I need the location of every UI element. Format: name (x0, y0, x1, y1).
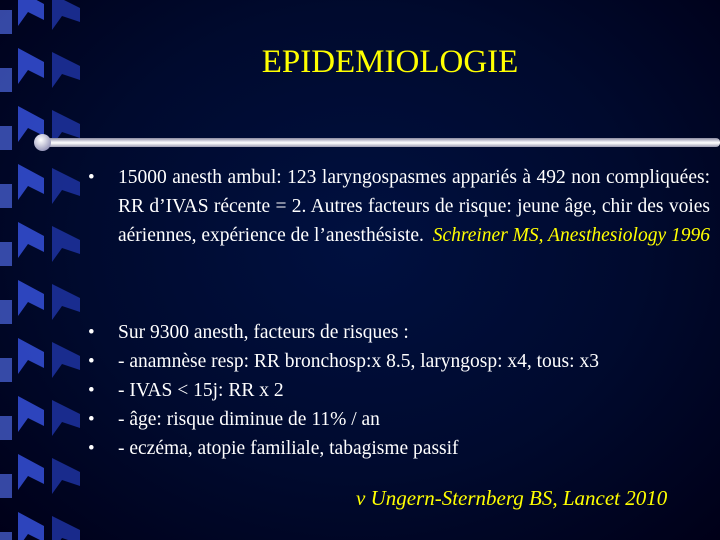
chevron-shape (52, 342, 80, 378)
chevron-shape (52, 400, 80, 436)
bullet-text: Sur 9300 anesth, facteurs de risques : (118, 322, 409, 343)
divider-end-ball (34, 134, 51, 151)
bullet-block-1 (88, 163, 710, 250)
bullet-glyph: • (88, 380, 95, 401)
bullet-glyph: • (88, 322, 95, 343)
citation-schreiner: Schreiner MS, Anesthesiology 1996 (432, 225, 710, 246)
chevron-shape (18, 164, 44, 200)
bullet-text: - âge: risque diminue de 11% / an (118, 409, 380, 430)
edge-stripe (0, 474, 12, 498)
bullet-block-2 (88, 318, 710, 463)
chevron-shape (52, 168, 80, 204)
chevron-shape (18, 0, 44, 26)
edge-stripe (0, 184, 12, 208)
chevron-pattern (0, 0, 80, 540)
bullet-item (88, 376, 710, 405)
edge-stripe (0, 242, 12, 266)
edge-stripe (0, 358, 12, 382)
bullet-text: - eczéma, atopie familiale, tabagisme passif (118, 438, 459, 459)
bullet-item (88, 405, 710, 434)
bullet-text: - IVAS < 15j: RR x 2 (118, 380, 284, 401)
bullet-item (88, 434, 710, 463)
chevron-shape (52, 516, 80, 540)
edge-stripe (0, 126, 12, 150)
chevron-shape (52, 226, 80, 262)
chevron-shape (18, 454, 44, 490)
slide-title: EPIDEMIOLOGIE (261, 44, 519, 80)
citation-ungern-sternberg: v Ungern-Sternberg BS, Lancet 2010 (356, 486, 668, 510)
edge-stripe (0, 416, 12, 440)
bullet-item (88, 347, 710, 376)
bullet-glyph: • (88, 351, 95, 372)
chevron-shape (18, 222, 44, 258)
chevron-shape (18, 280, 44, 316)
chevron-shape (52, 458, 80, 494)
edge-stripe (0, 300, 12, 324)
bullet-text: - anamnèse resp: RR bronchosp:x 8.5, laryngosp: x4, tous: x3 (118, 351, 599, 372)
edge-stripe (0, 532, 12, 540)
title-divider-bar (40, 138, 720, 147)
chevron-shape (18, 512, 44, 540)
edge-stripe (0, 10, 12, 34)
bullet-glyph: • (88, 438, 95, 459)
chevron-shape (18, 396, 44, 432)
chevron-shape (52, 284, 80, 320)
bullet-glyph: • (88, 409, 95, 430)
bullet-item-1 (88, 163, 710, 250)
bullet-item (88, 318, 710, 347)
chevron-shape (18, 338, 44, 374)
bullet-text: 15000 anesth ambul: 123 laryngospasmes appariés à 492 non compliquées: RR d’IVAS récente = 2. Autres facteurs de risque: jeune âge, chir des voies aériennes, expérience de l’anesthésiste. (118, 167, 710, 246)
bullet-glyph: • (88, 167, 95, 188)
chevron-shape (52, 0, 80, 30)
